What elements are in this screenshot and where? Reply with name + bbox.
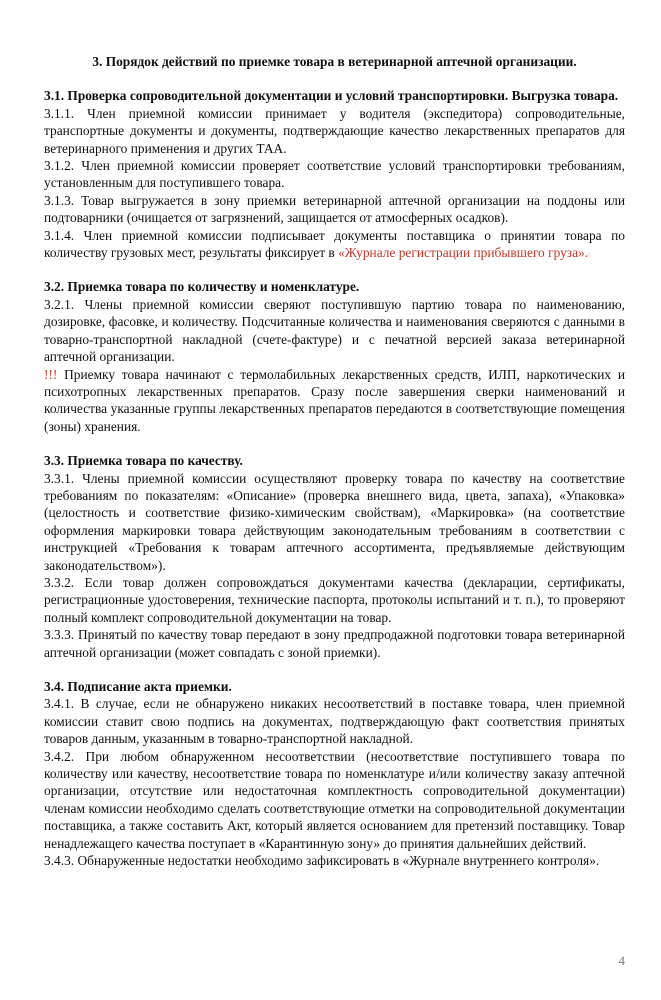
paragraph-3-4-1: 3.4.1. В случае, если не обнаружено никаких несоответствий в поставке товара, член приемной комиссии ставит свою подпись на документах, подтверждающую факт соответствия принятых товаров данным, указанным в товарно-транспортной накладной. [44,696,625,747]
section-heading-3-1: 3.1. Проверка сопроводительной документации и условий транспортировки. Выгрузка товара. [44,88,619,104]
paragraph-3-4-2: 3.4.2. При любом обнаруженном несоответствии (несоответствие поступившего товара по количеству или качеству, несоответствие товара по номенклатуре и/или количеству заказу аптечной организации, отсутствие или недостаточная комплектность сопроводительной документации) членам комиссии необходимо сделать соответствующие отметки на сопроводительной документации поставщика, а также составить Акт, который является основанием для претензий поставщику. Товар ненадлежащего качества поступает в «Карантинную зону» до принятия дальнейших действий. [44,748,625,851]
paragraph-3-3-3: 3.3.3. Принятый по качеству товар передают в зону предпродажной подготовки товара ветеринарной аптечной организации (может совпадать с зоной приемки). [44,627,625,660]
paragraph-3-3-1: 3.3.1. Члены приемной комиссии осуществляют проверку товара по качеству на соответствие требованиям по показателям: «Описание» (проверка внешнего вида, цвета, запаха), «Упаковка» (целостность и соответствие физико-химическим свойствам), «Маркировка» (на соответствие оформления маркировки товара действующим законодательным требованиям в соответствии с инструкцией «Требования к товарам аптечного ассортимента, предъявляемые действующим законодательством»). [44,470,625,573]
warning-paragraph [44,366,625,436]
section-heading-3-2: 3.2. Приемка товара по количеству и номенклатуре. [44,279,360,295]
warning-mark: !!! [44,366,58,382]
paragraph-3-3-2: 3.3.2. Если товар должен сопровождаться документами качества (декларации, сертификаты, регистрационные удостоверения, технические паспорта, протоколы испытаний и т. п.), то проверяют полный комплект сопроводительной документации на товар. [44,574,625,625]
paragraph-3-4-3: 3.4.3. Обнаруженные недостатки необходимо зафиксировать в «Журнале внутреннего контроля». [44,853,600,869]
journal-reference-highlight: «Журнале регистрации прибывшего груза». [338,245,589,261]
warning-text: Приемку товара начинают с термолабильных лекарственных средств, ИЛП, наркотических и психотропных лекарственных препаратов. Сразу после завершения сверки наименований и количества указанные группы лекарственных препаратов передаются в соответствующие помещения (зоны) хранения. [44,366,625,434]
paragraph-3-1-3: 3.1.3. Товар выгружается в зону приемки ветеринарной аптечной организации на поддоны или подтоварники (очищается от загрязнений, защищается от атмосферных осадков). [44,192,625,226]
section-heading-3-4: 3.4. Подписание акта приемки. [44,679,232,694]
section-heading-3-3: 3.3. Приемка товара по качеству. [44,453,243,469]
page-number: 4 [618,953,625,968]
paragraph-3-1-4-text: 3.1.4. Член приемной комиссии подписывает документы поставщика о принятии товара по количеству грузовых мест, результаты фиксирует в [44,227,625,261]
paragraph-3-1-1: 3.1.1. Член приемной комиссии принимает у водителя (экспедитора) сопроводительные, транспортные документы и документы, подтверждающие качество лекарственных препаратов для ветеринарного применения и других ТАА. [44,105,625,156]
paragraph-3-1-2: 3.1.2. Член приемной комиссии проверяет соответствие условий транспортировки требованиям, установленным для поступившего товара. [44,158,625,191]
paragraph-3-2-1: 3.2.1. Члены приемной комиссии сверяют поступившую партию товара по наименованию, дозировке, фасовке, и количеству. Подсчитанные количества и наименования сверяются с данными в товарно-транспортной накладной (счете-фактуре) и с печатной версией заказа ветеринарной аптечной организации. [44,296,625,365]
paragraph-3-1-4 [44,227,625,262]
page-title: 3. Порядок действий по приемке товара в ветеринарной аптечной организации. [92,54,577,69]
